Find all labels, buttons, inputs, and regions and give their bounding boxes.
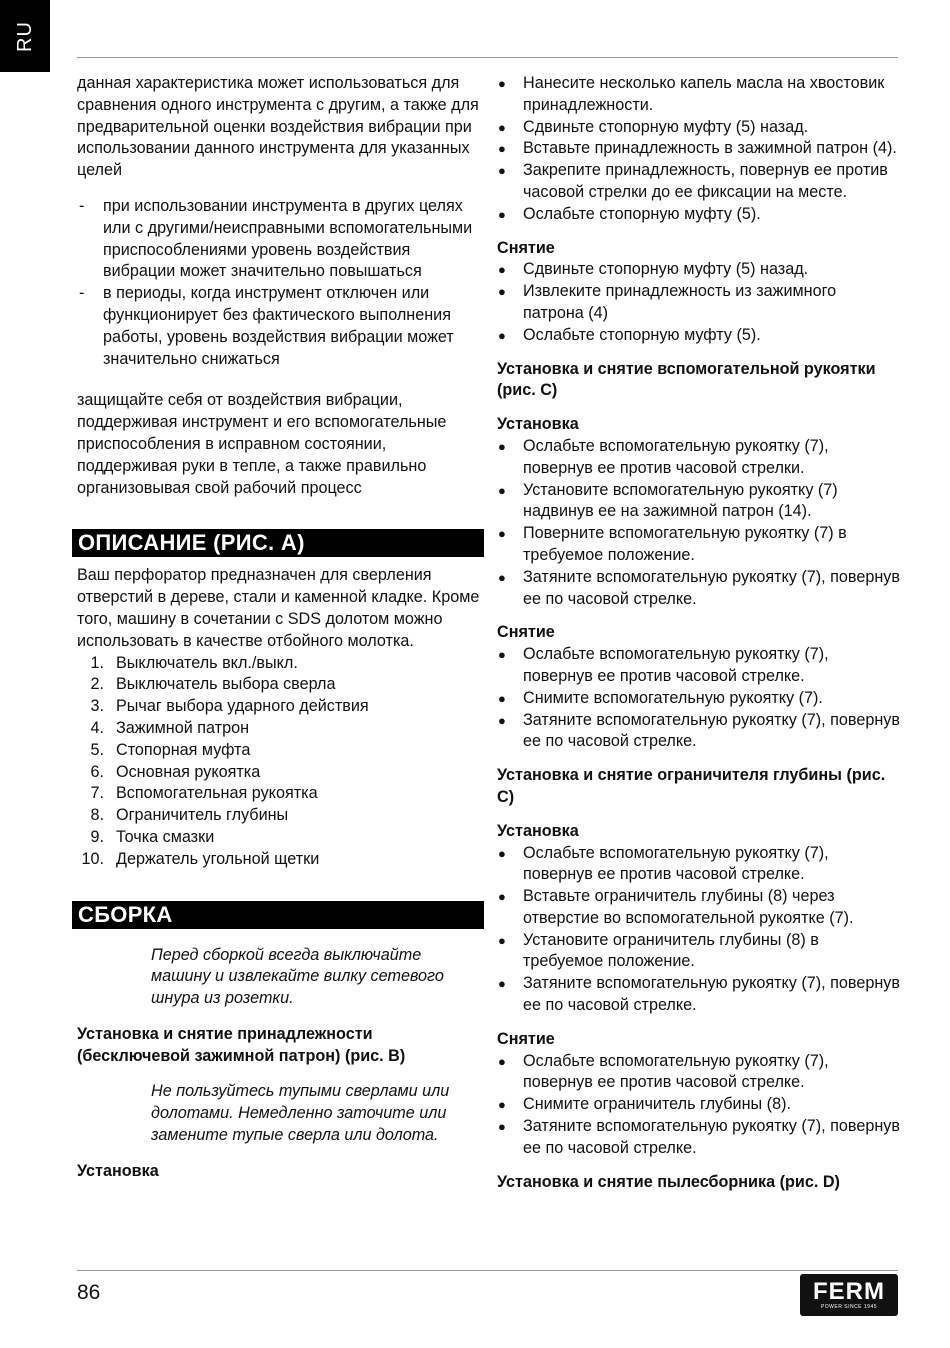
install-label: Установка bbox=[497, 415, 579, 434]
language-code: RU bbox=[13, 20, 36, 52]
depth-install-list bbox=[497, 843, 900, 1017]
description-paragraph: Ваш перфоратор предназначен для сверления отверстий в дереве, стали и каменной кладке. Кроме того, машину в сочетании с SDS долотом можно использовать в качестве отбойного молотка. bbox=[77, 566, 480, 650]
chuck-install-list bbox=[497, 73, 900, 226]
list-item: ● Затяните вспомогательную рукоятку (7), повернув ее по часовой стрелке. bbox=[497, 1116, 900, 1160]
list-item: ● Ослабьте вспомогательную рукоятку (7), повернув ее против часовой стрелке. bbox=[497, 1051, 900, 1095]
install-label: Установка bbox=[497, 821, 579, 840]
page-number: 86 bbox=[77, 1281, 101, 1304]
list-item: 8. Ограничитель глубины bbox=[90, 806, 289, 825]
chuck-warning-note: Не пользуйтесь тупыми сверлами или долотами. Немедленно заточите или замените тупые сверла или долота. bbox=[151, 1082, 450, 1145]
ferm-logo bbox=[800, 1274, 898, 1316]
dash-item: - в периоды, когда инструмент отключен или функционирует без фактического выполнения работы, уровень воздействия вибрации может значительно снижаться bbox=[77, 283, 481, 370]
list-item: ● Ослабьте стопорную муфту (5). bbox=[497, 204, 900, 226]
aux-install-list bbox=[497, 436, 900, 610]
description-heading: ОПИСАНИЕ (РИС. A) bbox=[72, 529, 484, 557]
logo-tagline: POWER SINCE 1945 bbox=[820, 1303, 878, 1310]
list-item: ● Затяните вспомогательную рукоятку (7), повернув ее по часовой стрелке. bbox=[497, 710, 900, 754]
list-item: ● Снимите вспомогательную рукоятку (7). bbox=[497, 688, 900, 710]
list-item: ● Установите вспомогательную рукоятку (7) надвинув ее на зажимной патрон (14). bbox=[497, 480, 900, 524]
list-item: ● Затяните вспомогательную рукоятку (7), повернув ее по часовой стрелке. bbox=[497, 973, 900, 1017]
list-item: 2. Выключатель выбора сверла bbox=[90, 675, 336, 694]
list-item: ● Нанесите несколько капель масла на хвостовик принадлежности. bbox=[497, 73, 900, 117]
removal-label: Снятие bbox=[497, 238, 555, 257]
list-item: 6. Основная рукоятка bbox=[90, 762, 261, 781]
parts-list bbox=[77, 653, 481, 871]
vibration-dash-list bbox=[77, 196, 481, 370]
list-item: ● Установите ограничитель глубины (8) в требуемое положение. bbox=[497, 930, 900, 974]
dust-collector-subheading: Установка и снятие пылесборника (рис. D) bbox=[497, 1172, 840, 1191]
chuck-remove-list bbox=[497, 259, 900, 346]
dash-item: - при использовании инструмента в других целях или с другими/неисправными вспомогательными приспособлениями уровень воздействия вибрации может значительно повышаться bbox=[77, 196, 481, 283]
removal-label: Снятие bbox=[497, 1029, 555, 1048]
list-item: 7. Вспомогательная рукоятка bbox=[90, 784, 318, 803]
list-item: ● Извлеките принадлежность из зажимного патрона (4) bbox=[497, 281, 900, 325]
intro-paragraph: данная характеристика может использоваться для сравнения одного инструмента с другим, а также для предварительной оценки воздействия вибрации при использовании данного инструмента для указанных целей bbox=[77, 74, 479, 180]
list-item: ● Ослабьте вспомогательную рукоятку (7), повернув ее против часовой стрелки. bbox=[497, 436, 900, 480]
chuck-subheading: Установка и снятие принадлежности (бесключевой зажимной патрон) (рис. B) bbox=[77, 1024, 406, 1065]
header-rule bbox=[77, 57, 898, 58]
list-item: ● Вставьте принадлежность в зажимной патрон (4). bbox=[497, 138, 900, 160]
list-item: 9. Точка смазки bbox=[90, 827, 215, 846]
list-item: ● Поверните вспомогательную рукоятку (7) в требуемое положение. bbox=[497, 523, 900, 567]
left-column bbox=[77, 73, 481, 1183]
list-item: 1. Выключатель вкл./выкл. bbox=[90, 653, 298, 672]
aux-remove-list bbox=[497, 644, 900, 753]
list-item: ● Закрепите принадлежность, повернув ее против часовой стрелки до ее фиксации на месте. bbox=[497, 160, 900, 204]
list-item: ● Затяните вспомогательную рукоятку (7), повернув ее по часовой стрелке. bbox=[497, 567, 900, 611]
protect-paragraph: защищайте себя от воздействия вибрации, поддерживая инструмент и его вспомогательные приспособления в исправном состоянии, поддерживая руки в тепле, а также правильно организовывая свой рабочий процесс bbox=[77, 391, 447, 497]
list-item: ● Ослабьте вспомогательную рукоятку (7), повернув ее против часовой стрелке. bbox=[497, 843, 900, 887]
logo-wordmark: FERM bbox=[813, 1277, 885, 1305]
list-item: ● Ослабьте стопорную муфту (5). bbox=[497, 325, 900, 347]
list-item: 10. Держатель угольной щетки bbox=[81, 849, 320, 868]
list-item: ● Снимите ограничитель глубины (8). bbox=[497, 1094, 900, 1116]
list-item: ● Сдвиньте стопорную муфту (5) назад. bbox=[497, 117, 900, 139]
depth-remove-list bbox=[497, 1051, 900, 1160]
list-item: 5. Стопорная муфта bbox=[90, 740, 251, 759]
assembly-heading: СБОРКА bbox=[72, 901, 484, 929]
language-tab bbox=[0, 0, 50, 72]
list-item: ● Сдвиньте стопорную муфту (5) назад. bbox=[497, 259, 900, 281]
list-item: 3. Рычаг выбора ударного действия bbox=[90, 697, 369, 716]
list-item: ● Вставьте ограничитель глубины (8) через отверстие во вспомогательной рукоятке (7). bbox=[497, 886, 900, 930]
removal-label: Снятие bbox=[497, 623, 555, 642]
right-column bbox=[497, 73, 900, 1193]
list-item: ● Ослабьте вспомогательную рукоятку (7), повернув ее против часовой стрелке. bbox=[497, 644, 900, 688]
assembly-warning-note: Перед сборкой всегда выключайте машину и извлекайте вилку сетевого шнура из розетки. bbox=[151, 945, 444, 1008]
install-label: Установка bbox=[77, 1161, 159, 1180]
footer-rule bbox=[77, 1270, 898, 1271]
list-item: 4. Зажимной патрон bbox=[90, 718, 250, 737]
aux-handle-subheading: Установка и снятие вспомогательной рукоятки (рис. C) bbox=[497, 359, 876, 400]
depth-stop-subheading: Установка и снятие ограничителя глубины (рис. C) bbox=[497, 766, 886, 806]
